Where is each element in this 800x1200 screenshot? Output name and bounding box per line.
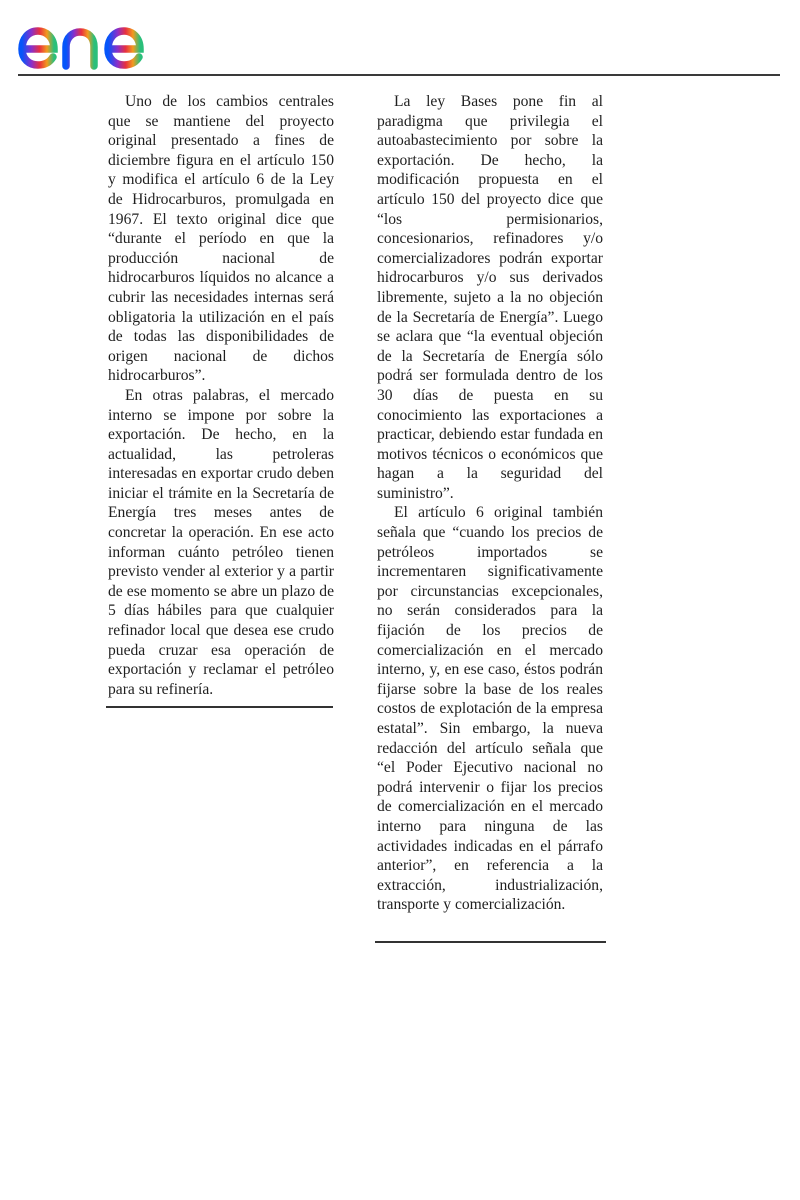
column-end-rule xyxy=(106,706,333,708)
article-paragraph: En otras palabras, el mercado interno se impone por sobre la exportación. De hecho, en la actualidad, las petroleras interesadas en exportar crudo deben iniciar el trámite en la Secretaría de Energía tres meses antes de concretar la operación. En ese acto informan cuánto petróleo tienen previsto vender al exterior y a partir de ese momento se abre un plazo de 5 días hábiles para que cualquier refinador local que desea ese crudo pueda cruzar esa operación de exportación y reclamar el petróleo para su refinería. xyxy=(108,386,334,698)
enel-logo xyxy=(16,6,180,70)
column-end-rule xyxy=(375,941,606,943)
header-divider xyxy=(18,74,780,76)
article-column-left xyxy=(108,92,334,699)
article-paragraph: El artículo 6 original también señala que “cuando los precios de petróleos importados se incrementaren significativamente por circunstancias excepcionales, no serán considerados para la fijación de los precios de comercialización en el mercado interno, y, en ese caso, éstos podrán fijarse sobre la base de los reales costos de explotación de la empresa estatal”. Sin embargo, la nueva redacción del artículo señala que “el Poder Ejecutivo nacional no podrá intervenir o fijar los precios de comercialización en el mercado interno para ninguna de las actividades indicadas en el párrafo anterior”, en referencia a la extracción, industrialización, transporte y comercialización. xyxy=(377,504,603,914)
article-paragraph: La ley Bases pone fin al paradigma que privilegia el autoabastecimiento por sobre la exportación. De hecho, la modificación propuesta en el artículo 150 del proyecto dice que “los permisionarios, concesionarios, refinadores y/o comercializadores podrán exportar hidrocarburos y/o sus derivados libremente, sujeto a la no objeción de la Secretaría de Energía”. Luego se aclara que “la eventual objeción de la Secretaría de Energía sólo podrá ser formulada dentro de los 30 días de puesta en su conocimiento las exportaciones a practicar, debiendo estar fundada en motivos técnicos o económicos que hagan a la seguridad del suministro”. xyxy=(377,93,603,502)
article-paragraph: Uno de los cambios centrales que se mantiene del proyecto original presentado a fines de diciembre figura en el artículo 150 y modifica el artículo 6 de la Ley de Hidrocarburos, promulgada en 1967. El texto original dice que “durante el período en que la producción nacional de hidrocarburos líquidos no alcance a cubrir las necesidades internas será obligatoria la utilización en el país de todas las disponibilidades de origen nacional de dichos hidrocarburos”. xyxy=(108,93,334,385)
article-column-right xyxy=(377,92,603,915)
